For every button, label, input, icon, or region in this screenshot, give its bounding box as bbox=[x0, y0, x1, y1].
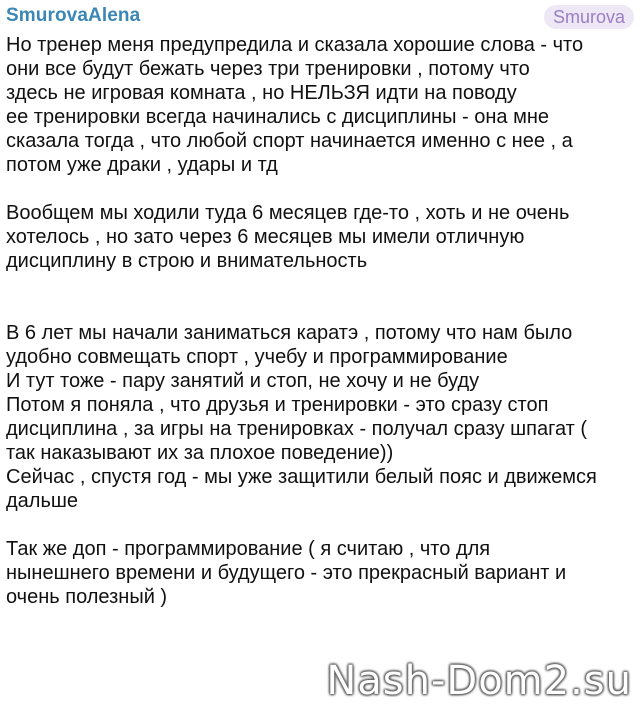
message-paragraph: Но тренер меня предупредила и сказала хорошие слова - что они все будут бежать через три тренировки , потому что здесь не игровая комната , но НЕЛЬЗЯ идти на поводу ее тренировки всегда начинались с дисциплины - она мне сказала тогда , что любой спорт начинается именно с нее , а потом уже драки , удары и тд bbox=[6, 34, 584, 176]
message-paragraph: Вообщем мы ходили туда 6 месяцев где-то , хоть и не очень хотелось , но зато через 6 месяцев мы имели отличную дисциплину в строю и внимательность bbox=[6, 202, 570, 272]
author-name[interactable]: SmurovaAlena bbox=[6, 5, 141, 26]
message-paragraph: Так же доп - программирование ( я считаю , что для нынешнего времени и будущего - это прекрасный вариант и очень полезный ) bbox=[6, 538, 567, 608]
admin-tag: Smurova bbox=[544, 5, 634, 29]
site-watermark: Nash-Dom2.su bbox=[326, 658, 632, 704]
message-paragraph: В 6 лет мы начали заниматься каратэ , потому что нам было удобно совмещать спорт , учебу и программирование И тут тоже - пару занятий и стоп, не хочу и не буду Потом я поняла , что друзья и тренировки - это сразу стоп дисциплина , за игры на тренировках - получал сразу шпагат ( так наказывают их за плохое поведение)) Сейчас , спустя год - мы уже защитили белый пояс и движемся дальше bbox=[6, 322, 597, 512]
message-header bbox=[6, 5, 634, 31]
message-text bbox=[6, 33, 636, 609]
